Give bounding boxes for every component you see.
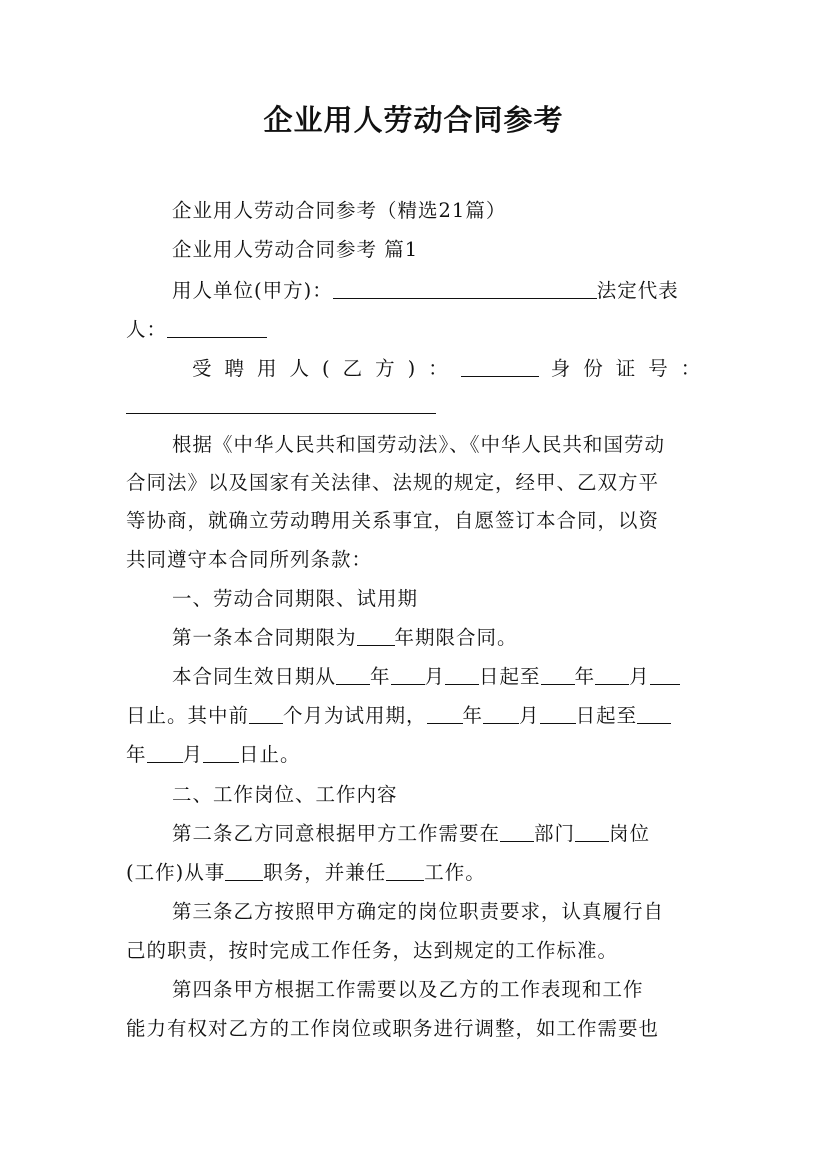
text: 年 bbox=[574, 665, 596, 688]
text: 法定代表 bbox=[596, 279, 679, 302]
text: 日起至 bbox=[575, 704, 638, 727]
text: 日止。 bbox=[239, 743, 301, 766]
blank-field bbox=[575, 821, 609, 842]
text: 年 bbox=[462, 704, 484, 727]
blank-field bbox=[483, 703, 519, 724]
employee-line bbox=[126, 355, 714, 383]
text: 岗位 bbox=[609, 822, 651, 845]
subtitle bbox=[126, 197, 702, 225]
blank-field bbox=[249, 703, 283, 724]
section-heading bbox=[126, 236, 702, 264]
clause-line bbox=[126, 702, 702, 730]
blank-field bbox=[333, 278, 597, 299]
text: 本合同生效日期从 bbox=[172, 665, 337, 688]
blank-field bbox=[357, 625, 395, 646]
text: 身份证号： bbox=[550, 357, 714, 380]
blank-field bbox=[637, 703, 671, 724]
clause-line bbox=[126, 859, 702, 887]
text: 月 bbox=[519, 704, 540, 727]
text: 年 bbox=[370, 665, 391, 688]
clause-line bbox=[126, 741, 702, 769]
text: 第四条甲方根据工作需要以及乙方的工作表现和工作 bbox=[172, 978, 644, 1001]
paragraph-line bbox=[126, 469, 702, 497]
text: 人： bbox=[126, 318, 168, 341]
paragraph-line bbox=[126, 431, 702, 459]
blank-field bbox=[126, 393, 436, 414]
text: 受聘用人(乙方)： bbox=[192, 357, 461, 380]
text: 日止。其中前 bbox=[126, 704, 250, 727]
text: 部门 bbox=[534, 822, 576, 845]
blank-field bbox=[386, 860, 424, 881]
text: 月 bbox=[629, 665, 650, 688]
blank-field bbox=[203, 742, 239, 763]
text: 个月为试用期， bbox=[283, 704, 427, 727]
blank-field bbox=[225, 860, 263, 881]
text: 根据《中华人民共和国劳动法》、《中华人民共和国劳动 bbox=[172, 433, 666, 456]
section-heading bbox=[126, 585, 702, 613]
blank-field bbox=[336, 664, 370, 685]
text: 等协商，就确立劳动聘用关系事宜，自愿签订本合同，以资 bbox=[126, 509, 660, 532]
blank-field bbox=[540, 703, 576, 724]
text: 己的职责，按时完成工作任务，达到规定的工作标准。 bbox=[126, 939, 619, 962]
text: 一、劳动合同期限、试用期 bbox=[172, 587, 419, 610]
document-title: 企业用人劳动合同参考 bbox=[263, 103, 564, 137]
clause-line bbox=[126, 624, 702, 652]
text: (工作)从事 bbox=[126, 861, 226, 884]
id-number-line bbox=[126, 392, 702, 420]
text: 月 bbox=[424, 665, 446, 688]
text: 第一条本合同期限为 bbox=[172, 626, 357, 649]
blank-field bbox=[147, 742, 183, 763]
blank-field bbox=[650, 664, 680, 685]
clause-line bbox=[126, 663, 702, 691]
blank-field bbox=[391, 664, 425, 685]
text: 能力有权对乙方的工作岗位或职务进行调整，如工作需要也 bbox=[126, 1017, 660, 1040]
clause-line bbox=[126, 1015, 702, 1043]
text: 企业用人劳动合同参考 篇1 bbox=[172, 238, 419, 261]
text: 日起至 bbox=[479, 665, 541, 688]
blank-field bbox=[461, 356, 539, 377]
representative-line bbox=[126, 316, 702, 344]
blank-field bbox=[167, 317, 267, 338]
employer-line bbox=[126, 277, 702, 305]
blank-field bbox=[541, 664, 575, 685]
text: 职务，并兼任 bbox=[263, 861, 387, 884]
text: 月 bbox=[182, 743, 204, 766]
clause-line bbox=[126, 898, 702, 926]
text: 二、工作岗位、工作内容 bbox=[172, 783, 398, 806]
text: 年 bbox=[126, 743, 147, 766]
text: 年期限合同。 bbox=[394, 626, 518, 649]
clause-line bbox=[126, 937, 702, 965]
blank-field bbox=[427, 703, 463, 724]
clause-line bbox=[126, 820, 702, 848]
clause-line bbox=[126, 976, 702, 1004]
text: 第二条乙方同意根据甲方工作需要在 bbox=[172, 822, 501, 845]
blank-field bbox=[595, 664, 629, 685]
blank-field bbox=[500, 821, 534, 842]
section-heading bbox=[126, 781, 702, 809]
blank-field bbox=[445, 664, 479, 685]
paragraph-line bbox=[126, 546, 702, 574]
text: 企业用人劳动合同参考（精选21篇） bbox=[172, 199, 507, 222]
text: 第三条乙方按照甲方确定的岗位职责要求，认真履行自 bbox=[172, 900, 665, 923]
text: 合同法》以及国家有关法律、法规的规定，经甲、乙双方平 bbox=[126, 471, 660, 494]
text: 工作。 bbox=[424, 861, 486, 884]
text: 用人单位(甲方)： bbox=[172, 279, 333, 302]
paragraph-line bbox=[126, 507, 702, 535]
text: 共同遵守本合同所列条款： bbox=[126, 548, 373, 571]
